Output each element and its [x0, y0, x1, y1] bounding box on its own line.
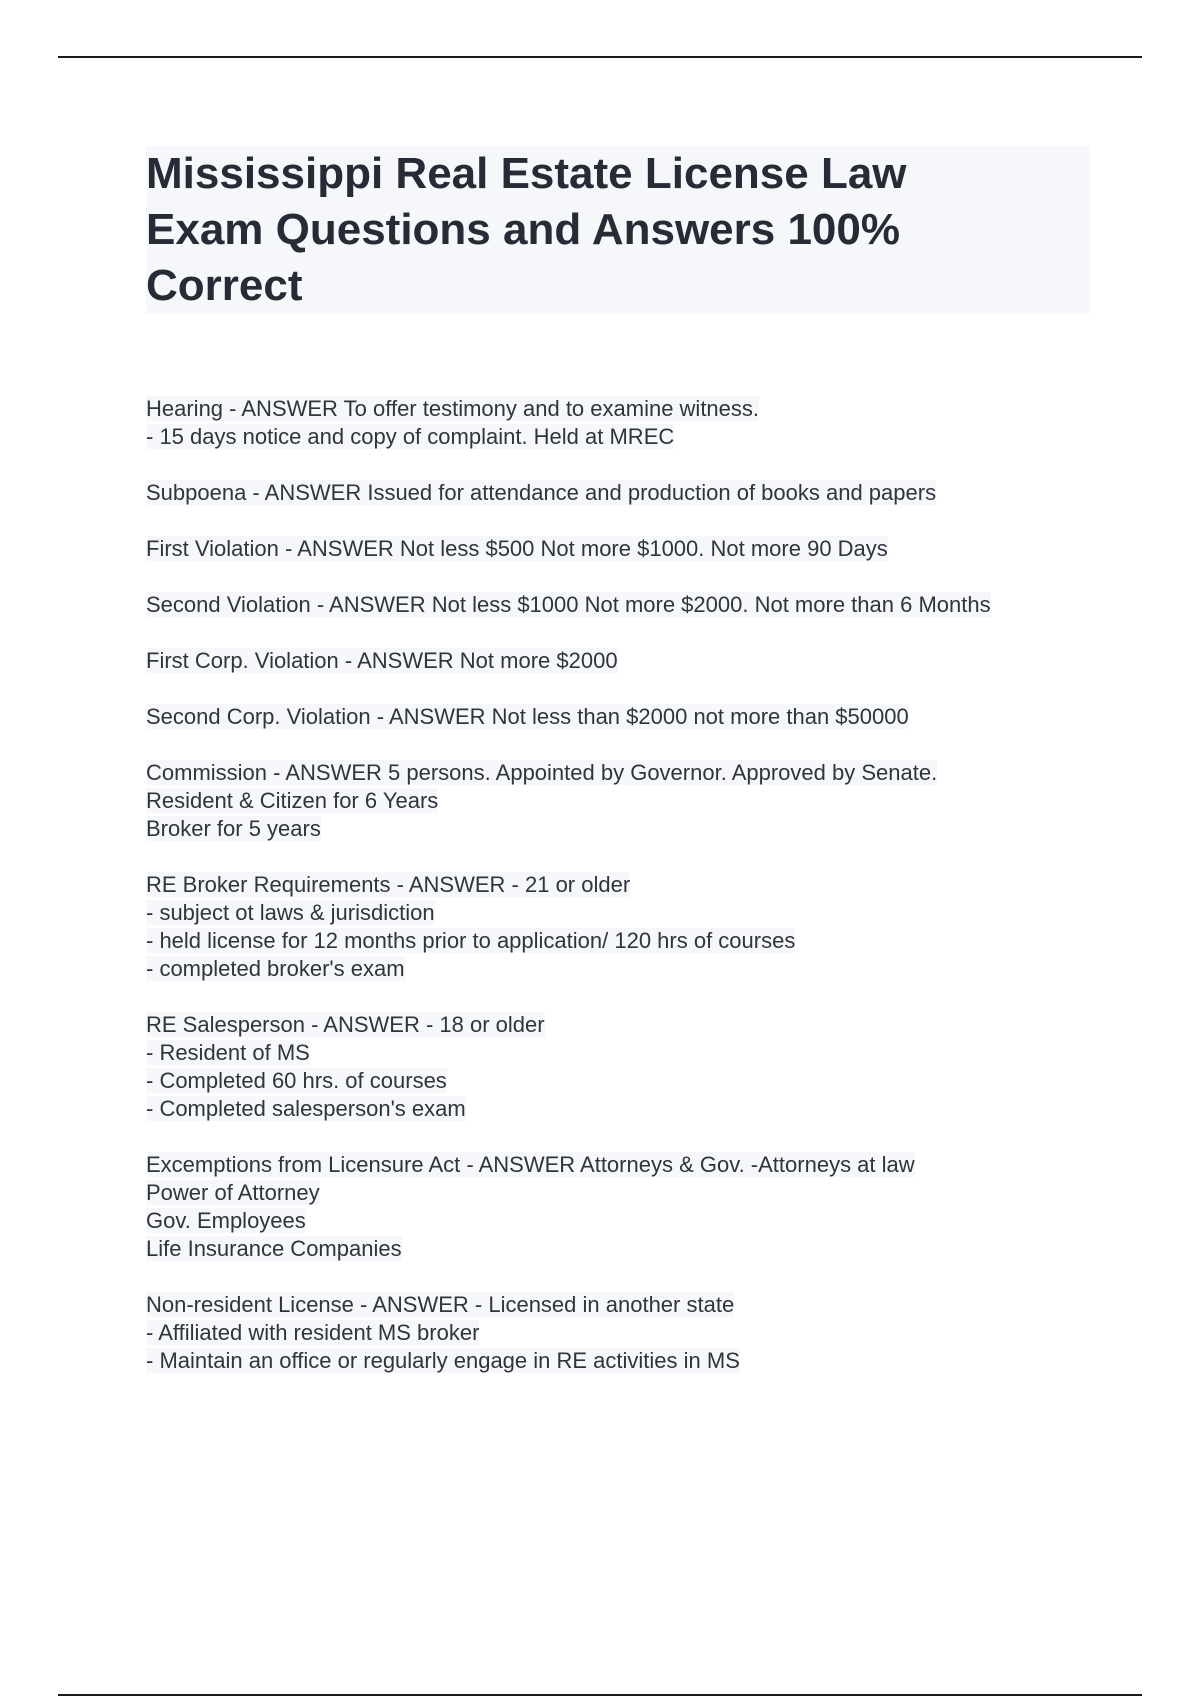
qa-item-second-corp-violation [146, 703, 1106, 731]
qa-line: Gov. Employees [146, 1208, 306, 1233]
qa-line: First Corp. Violation - ANSWER Not more $2000 [146, 648, 618, 673]
qa-line: - Resident of MS [146, 1040, 310, 1065]
qa-item-salesperson [146, 1011, 1106, 1123]
qa-item-commission [146, 759, 1106, 843]
qa-line: Broker for 5 years [146, 816, 321, 841]
document-title [146, 146, 1090, 314]
bottom-rule [58, 1694, 1142, 1696]
qa-line: - Completed salesperson's exam [146, 1096, 466, 1121]
qa-line: Power of Attorney [146, 1180, 320, 1205]
qa-item-hearing [146, 395, 1106, 451]
qa-item-broker-requirements [146, 871, 1106, 983]
qa-line: First Violation - ANSWER Not less $500 Not more $1000. Not more 90 Days [146, 536, 888, 561]
qa-item-exemptions [146, 1151, 1106, 1263]
qa-line: - completed broker's exam [146, 956, 405, 981]
qa-item-non-resident-license [146, 1291, 1106, 1375]
qa-line: - Completed 60 hrs. of courses [146, 1068, 447, 1093]
qa-line: RE Broker Requirements - ANSWER - 21 or older [146, 872, 631, 897]
qa-line: Resident & Citizen for 6 Years [146, 788, 439, 813]
qa-line: - Maintain an office or regularly engage in RE activities in MS [146, 1348, 740, 1373]
qa-line: Excemptions from Licensure Act - ANSWER Attorneys & Gov. -Attorneys at law [146, 1152, 915, 1177]
qa-item-first-corp-violation [146, 647, 1106, 675]
qa-item-subpoena [146, 479, 1106, 507]
qa-line: Second Corp. Violation - ANSWER Not less than $2000 not more than $50000 [146, 704, 909, 729]
qa-line: - subject ot laws & jurisdiction [146, 900, 435, 925]
qa-line: Non-resident License - ANSWER - Licensed in another state [146, 1292, 735, 1317]
qa-item-second-violation [146, 591, 1106, 619]
title-line: Correct [146, 261, 303, 310]
qa-list [146, 395, 1106, 1403]
qa-line: - held license for 12 months prior to application/ 120 hrs of courses [146, 928, 796, 953]
qa-line: Second Violation - ANSWER Not less $1000 Not more $2000. Not more than 6 Months [146, 592, 991, 617]
qa-item-first-violation [146, 535, 1106, 563]
qa-line: - 15 days notice and copy of complaint. Held at MREC [146, 424, 675, 449]
title-line: Mississippi Real Estate License Law [146, 149, 907, 198]
qa-line: Subpoena - ANSWER Issued for attendance and production of books and papers [146, 480, 937, 505]
title-line: Exam Questions and Answers 100% [146, 205, 900, 254]
title-block [146, 146, 1090, 314]
qa-line: RE Salesperson - ANSWER - 18 or older [146, 1012, 545, 1037]
qa-line: Life Insurance Companies [146, 1236, 402, 1261]
qa-line: Commission - ANSWER 5 persons. Appointed by Governor. Approved by Senate. [146, 760, 938, 785]
top-rule [58, 56, 1142, 58]
qa-line: Hearing - ANSWER To offer testimony and to examine witness. [146, 396, 760, 421]
qa-line: - Affiliated with resident MS broker [146, 1320, 480, 1345]
